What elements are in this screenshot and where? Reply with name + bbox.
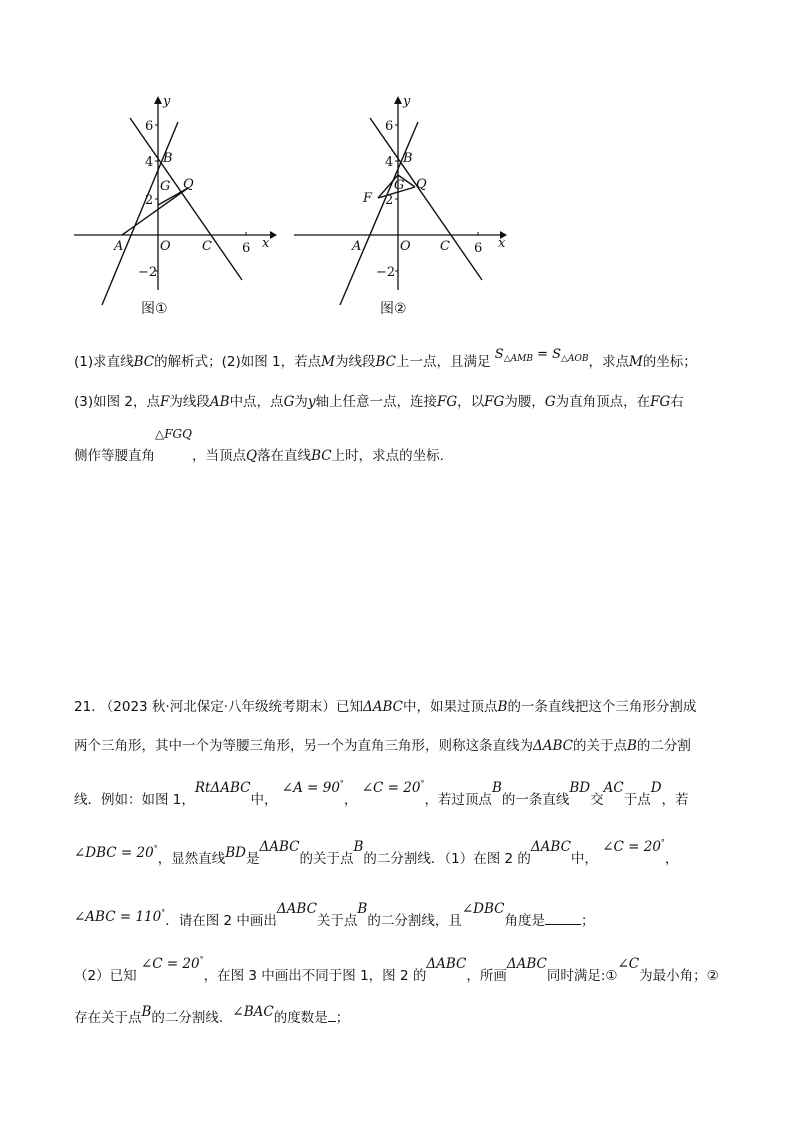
- point-B-label: B: [403, 151, 413, 166]
- figure-1: [70, 90, 280, 324]
- q20-line-1: (1)求直线BC的解析式；(2)如图 1，若点M为线段BC上一点，且满足 $S_{\triangle AMB} = S_{\triangle AOB}$，求点M的坐标；: [74, 347, 697, 370]
- figure-1-caption: 图①: [141, 301, 168, 317]
- tick-y-2: 2: [385, 193, 394, 208]
- tick-y-4: 4: [145, 155, 154, 170]
- q21-line-2: 两个三角形，其中一个为等腰三角形，另一个为直角三角形，则称这条直线为ΔABC的关于点B的二分割: [74, 738, 691, 754]
- tick-y-2: 2: [145, 193, 154, 208]
- tick-y-neg2: −2: [138, 265, 158, 280]
- x-axis-label: x: [262, 236, 270, 251]
- tick-y-6: 6: [385, 119, 394, 134]
- y-axis-label: y: [403, 94, 411, 109]
- q21-line-1: 21. （2023 秋·河北保定·八年级统考期末）已知ΔABC中，如果过顶点B的一条直线把这个三角形分割成: [74, 699, 697, 715]
- point-B-label: B: [163, 151, 173, 166]
- x-axis-arrow: [270, 231, 277, 239]
- q20-line-3: 侧作等腰直角△FGQ，当顶点Q落在直线BC上时，求点的坐标.: [74, 427, 444, 464]
- q21-line-7: 存在关于点B的二分割线．∠BAC的度数是 ；: [74, 1004, 350, 1026]
- question-number: 21.: [74, 699, 96, 715]
- figure-2: [290, 90, 510, 324]
- point-A-label: A: [114, 239, 124, 254]
- point-G-label: G: [160, 179, 171, 194]
- figure-2-graph: [290, 90, 510, 320]
- answer-blank-1[interactable]: [545, 910, 581, 925]
- q20-line-2: (3)如图 2，点F为线段AB中点，点G为y轴上任意一点，连接FG，以FG为腰，G为直角顶点，在FG右: [74, 394, 684, 410]
- q21-line-6: （2）已知 ∠C = 20°，在图 3 中画出不同于图 1，图 2 的ΔABC，所画ΔABC同时满足:①∠C为最小角；②: [74, 955, 719, 984]
- origin-label: O: [160, 239, 171, 254]
- point-C-label: C: [440, 239, 450, 254]
- tick-y-6: 6: [145, 119, 154, 134]
- point-A-label: A: [352, 239, 362, 254]
- y-axis-arrow: [154, 96, 162, 104]
- tick-y-4: 4: [385, 155, 394, 170]
- q21-line-5: ∠ABC = 110°．请在图 2 中画出ΔABC关于点B的二分割线，且∠DBC角度是 ；: [74, 901, 595, 929]
- point-C-label: C: [202, 239, 212, 254]
- y-axis-label: y: [163, 94, 171, 109]
- point-G-label: G: [394, 178, 405, 193]
- area-equation: $S_{\triangle AMB} = S_{\triangle AOB}$: [494, 347, 589, 364]
- tick-x-6: 6: [474, 241, 483, 256]
- figure-2-caption: 图②: [380, 301, 407, 317]
- point-Q-label: Q: [416, 177, 427, 192]
- origin-label: O: [400, 239, 411, 254]
- answer-blank-2[interactable]: [328, 1007, 336, 1022]
- tick-y-neg2: −2: [376, 265, 396, 280]
- point-Q-label: Q: [183, 177, 194, 192]
- tick-x-6: 6: [242, 241, 251, 256]
- segment-AQ: [122, 188, 188, 235]
- q21-line-4: ∠DBC = 20°，显然直线BD是ΔABC的关于点B的二分割线．（1）在图 2 的ΔABC中， ∠C = 20°，: [74, 838, 679, 867]
- x-axis-label: x: [498, 236, 506, 251]
- figure-1-graph: [70, 90, 280, 320]
- q21-line-3: 线．例如：如图 1，RtΔABC中， ∠A = 90°， ∠C = 20°，若过顶点B的一条直线BD交AC于点D，若: [74, 779, 689, 808]
- y-axis-arrow: [394, 96, 402, 104]
- point-F-label: F: [363, 191, 373, 206]
